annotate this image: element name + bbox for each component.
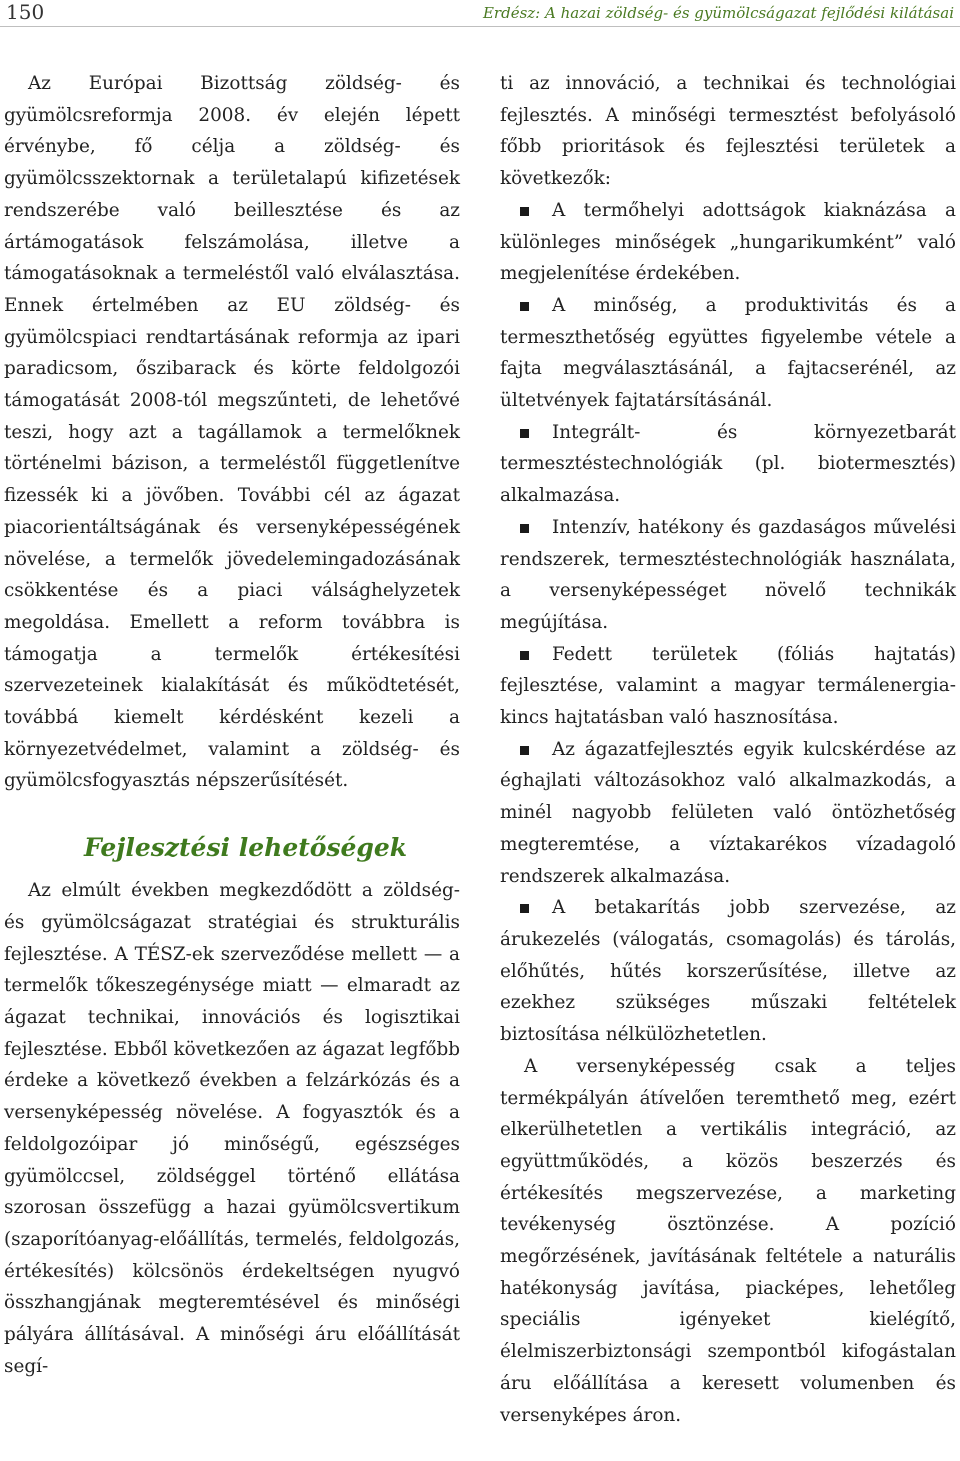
square-bullet-icon [520, 302, 529, 311]
body-paragraph: ti az innováció, a technikai és technológiai fejlesztés. A minőségi termesztést befolyásoló főbb prioritások és fejlesztési területek a következők: [500, 73, 956, 190]
square-bullet-icon [520, 429, 529, 438]
body-paragraph: Az elmúlt években megkezdődött a zöldség- és gyümölcságazat stratégiai és strukturális fejlesztése. A TÉSZ-ek szerveződése mellett — a termelők tőkeszegénysége miatt — elmaradt az ágazat technikai, innovációs és logisztikai fejlesztése. Ebből következően az ágazat legfőbb érdeke a következő években a felzárkózás és a versenyképesség növelése. A fogyasztók és a feldolgozóipar jó minőségű, egészséges gyümölccsel, zöldséggel történő ellátása szorosan összefügg a hazai gyümölcsvertikum (szaporítóanyag-előállítás, termelés, feldolgozás, értékesítés) kölcsönös érdekeltségen nyugvó összhangjának megteremtésével és minőségi pályára állításával. A minőségi áru előállítását segí- [4, 880, 460, 1377]
square-bullet-icon [520, 651, 529, 660]
page-number: 150 [6, 0, 45, 24]
square-bullet-icon [520, 207, 529, 216]
square-bullet-icon [520, 904, 529, 913]
list-item: Fedett területek (fóliás hajtatás) fejlesztése, valamint a magyar termálenergia-kincs hajtatásban való hasznosítása. [500, 643, 956, 729]
list-item: A minőség, a produktivitás és a termeszthetőség együttes figyelembe vétele a fajta megválasztásánál, a fajtacserénél, az ültetvények fajtatársításánál. [500, 294, 956, 412]
square-bullet-icon [520, 524, 529, 533]
list-item: Integrált- és környezetbarát termesztéstechnológiák (pl. biotermesztés) alkalmazása. [500, 421, 956, 507]
right-column [500, 68, 956, 1431]
list-item: Az ágazatfejlesztés egyik kulcskérdése az éghajlati változásokhoz való alkalmazkodás, a minél nagyobb felületen való öntözhetőség megteremtése, a víztakarékos vízadagoló rendszerek alkalmazása. [500, 738, 956, 887]
square-bullet-icon [520, 746, 529, 755]
left-column [4, 68, 460, 1382]
priority-list [500, 195, 956, 1051]
body-paragraph: A versenyképesség csak a teljes termékpályán átívelően teremthető meg, ezért elkerülhetetlen a vertikális integráció, az együttműködés, a közös beszerzés és értékesítés megszervezése, a marketing tevékenység ösztönzése. A pozíció megőrzésének, javításának feltétele a naturális hatékonyság javítása, piacképes, lehetőleg speciális igényeket kielégítő, élelmiszerbiztonsági szempontból kifogástalan áru előállítása a keresett volumenben és versenyképes áron. [500, 1055, 956, 1426]
list-item: A termőhelyi adottságok kiaknázása a különleges minőségek „hungarikumként” való megjelenítése érdekében. [500, 199, 956, 285]
running-head: Erdész: A hazai zöldség- és gyümölcságazat fejlődési kilátásai [482, 4, 954, 22]
section-heading: Fejlesztési lehetőségek [84, 833, 408, 863]
list-item: Intenzív, hatékony és gazdaságos művelési rendszerek, termesztéstechnológiák használata, a versenyképességet növelő technikák megújítása. [500, 516, 956, 633]
body-paragraph: Az Európai Bizottság zöldség- és gyümölcsreformja 2008. év elején lépett érvénybe, fő célja a zöldség- és gyümölcsszektornak a területalapú kifizetések rendszerébe való beillesztése és az ártámogatások felszámolása, illetve a támogatásoknak a termeléstől való elválasztása. Ennek értelmében az EU zöldség- és gyümölcspiaci rendtartásának reformja az ipari paradicsom, őszibarack és körte feldolgozói támogatását 2008-tól megszűnteti, de lehetővé teszi, hogy azt a tagállamok a termelőknek történelmi bázison, a termeléstől függetlenítve fizessék ki a jövőben. További cél az ágazat piacorientáltságának és versenyképességének növelése, a termelők jövedelemingadozásának csökkentése és a piaci válsághelyzetek megoldása. Emellett a reform továbbra is támogatja a termelők értékesítési szervezeteinek kialakítását és működtetését, továbbá kiemelt kérdésként kezeli a környezetvédelmet, valamint a zöldség- és gyümölcsfogyasztás népszerűsítését. [4, 73, 460, 792]
list-item: A betakarítás jobb szervezése, az árukezelés (válogatás, csomagolás) és tárolás, előhűtés, hűtés korszerűsítése, illetve az ezekhez szükséges műszaki feltételek biztosítása nélkülözhetetlen. [500, 897, 956, 1046]
page-header [0, 0, 960, 27]
